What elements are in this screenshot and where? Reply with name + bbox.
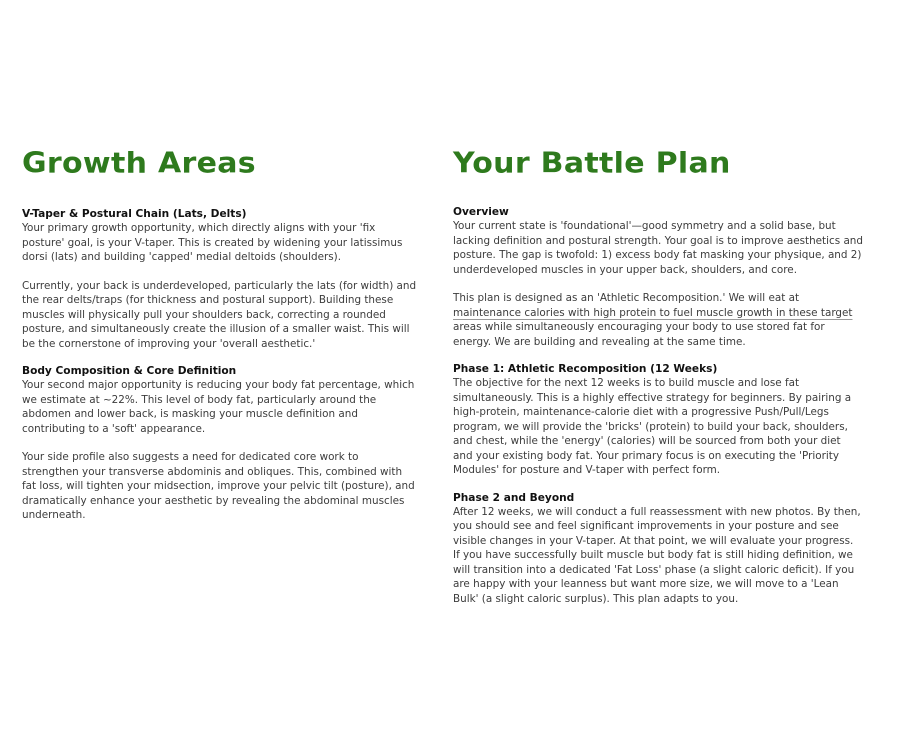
phase-1-paragraph: The objective for the next 12 weeks is to build muscle and lose fat simultaneously. This is a highly effective strategy for beginners. By pairing a high-protein, maintenance-calorie diet with a progressive Push/Pull/Legs program, we will provide the 'bricks' (protein) to build your back, shoulders, and chest, while the 'energy' (calories) will be sourced from both your diet and your existing body fat. Your primary focus is on executing the 'Priority Modules' for posture and V-taper with perfect form.: [453, 377, 852, 476]
battle-plan-sections: [453, 205, 863, 606]
growth-areas-column: [22, 148, 417, 536]
body-composition-title: Body Composition & Core Definition: [22, 365, 237, 377]
growth-areas-heading: Growth Areas: [22, 147, 256, 181]
overview-paragraph-2: [453, 291, 863, 349]
body-composition-paragraph-1: Your second major opportunity is reducing your body fat percentage, which we estimate at ~22%. This level of body fat, particularly around the abdomen and lower back, is masking your muscle definition and contributing to a 'soft' appearance.: [22, 379, 415, 435]
phase-2-paragraph: After 12 weeks, we will conduct a full reassessment with new photos. By then, you should see and feel significant improvements in your posture and see visible changes in your V-taper. At that point, we will evaluate your progress. If you have successfully built muscle but body fat is still hiding definition, we will transition into a dedicated 'Fat Loss' phase (a slight caloric deficit). If you are happy with your leanness but want more size, we will move to a 'Lean Bulk' (a slight caloric surplus). This plan adapts to you.: [453, 505, 861, 605]
body-composition-section: [22, 364, 417, 523]
v-taper-paragraph-1: Your primary growth opportunity, which directly aligns with your 'fix posture' goal, is your V-taper. This is created by widening your latissimus dorsi (lats) and building 'capped' medial deltoids (shoulders).: [22, 222, 403, 263]
battle-plan-column: [453, 148, 863, 619]
phase-1-section: [453, 362, 863, 478]
v-taper-title: V-Taper & Postural Chain (Lats, Delts): [22, 208, 247, 220]
v-taper-paragraph-2: Currently, your back is underdeveloped, particularly the lats (for width) and the rear delts/traps (for thickness and postural support). Building these muscles will physically pull your shoulders back, correcting a rounded posture, and simultaneously create the illusion of a smaller waist. This will be the cornerstone of improving your 'overall aesthetic.': [22, 279, 417, 350]
overview-p2-start: This plan is designed as an 'Athletic Recomposition.' We will eat at: [453, 292, 800, 304]
overview-title: Overview: [453, 206, 509, 218]
phase-2-title: Phase 2 and Beyond: [453, 491, 575, 504]
growth-areas-sections: [22, 207, 417, 523]
phase-2-section: [453, 491, 863, 607]
overview-section: [453, 205, 863, 349]
phase-1-title: Phase 1: Athletic Recomposition (12 Weeks): [453, 363, 718, 375]
body-composition-paragraph-2: Your side profile also suggests a need for dedicated core work to strengthen your transverse abdominis and obliques. This, combined with fat loss, will tighten your midsection, improve your pelvic tilt (posture), and dramatically enhance your aesthetic by revealing the abdominal muscles underneath.: [22, 451, 415, 521]
overview-p2-underlined-text: maintenance calories with high protein to fuel muscle growth in these target: [453, 306, 853, 319]
overview-p2-end: areas while simultaneously encouraging your body to use stored fat for energy. We are building and revealing at the same time.: [453, 321, 825, 348]
v-taper-section: [22, 207, 417, 351]
battle-plan-heading: Your Battle Plan: [453, 147, 731, 181]
overview-paragraph-1: Your current state is 'foundational'—good symmetry and a solid base, but lacking definition and postural strength. Your goal is to improve aesthetics and posture. The gap is twofold: 1) excess body fat masking your physique, and 2) underdeveloped muscles in your upper back, shoulders, and core.: [453, 220, 863, 276]
